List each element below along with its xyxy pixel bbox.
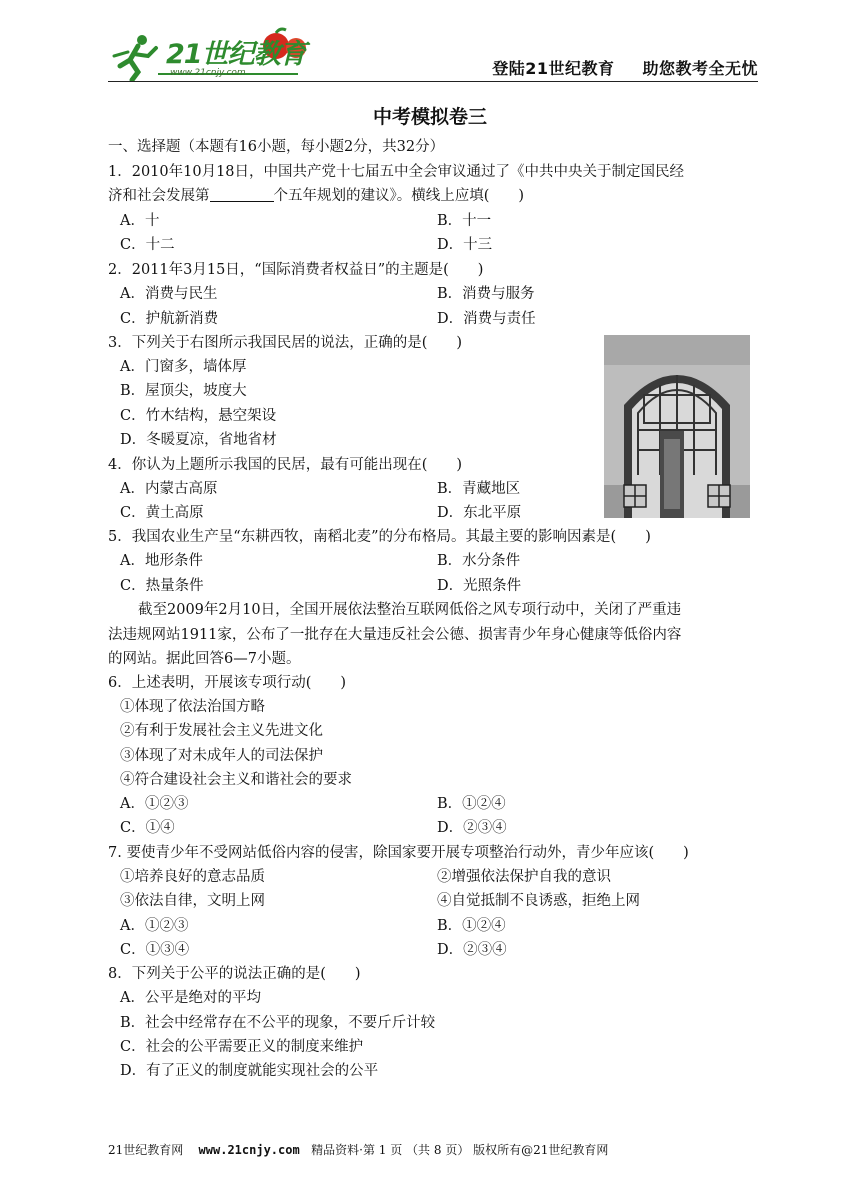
q8-option-d: D．有了正义的制度就能实现社会的公平 — [120, 1063, 379, 1079]
q1-option-d: D．十三 — [437, 237, 493, 253]
q7-option-a: A．①②③ — [120, 918, 189, 934]
q5-option-b: B．水分条件 — [437, 553, 521, 569]
q7-option-b: B．①②④ — [437, 918, 506, 934]
q6-statement-1: ①体现了依法治国方略 — [120, 699, 265, 715]
q8-option-b: B．社会中经常存在不公平的现象，不要斤斤计较 — [120, 1015, 436, 1031]
q1-option-b: B．十一 — [437, 213, 492, 229]
q6-statement-4: ④符合建设社会主义和谐社会的要求 — [120, 772, 352, 788]
q8-stem: 8．下列关于公平的说法正确的是( ) — [108, 966, 361, 982]
q6-statement-2: ②有利于发展社会主义先进文化 — [120, 723, 323, 739]
cave-dwelling-image-icon — [604, 335, 750, 518]
q5-option-a: A．地形条件 — [120, 553, 203, 569]
q7-statement-4: ④自觉抵制不良诱惑，拒绝上网 — [437, 893, 640, 909]
footer-url-link[interactable]: www.21cnjy.com — [198, 1143, 300, 1157]
exam-title: 中考模拟卷三 — [372, 106, 487, 128]
q1-stem-line1: 1．2010年10月18日，中国共产党十七届五中全会审议通过了《中共中央关于制定国民经 — [108, 164, 685, 180]
q7-statement-2: ②增强依法保护自我的意识 — [437, 869, 611, 885]
q6-option-d: D．②③④ — [437, 820, 507, 836]
q5-option-d: D．光照条件 — [437, 578, 522, 594]
q3-option-b: B．屋顶尖，坡度大 — [120, 383, 247, 399]
q2-stem: 2．2011年3月15日，“国际消费者权益日”的主题是( ) — [108, 262, 484, 278]
q1-option-a: A．十 — [120, 213, 160, 229]
footer-site-name: 21世纪教育网 — [108, 1143, 184, 1157]
logo-url: www.21cnjy.com — [170, 68, 246, 78]
q7-statement-1: ①培养良好的意志品质 — [120, 869, 265, 885]
q4-option-a: A．内蒙古高原 — [120, 481, 218, 497]
q1-stem-pre: 济和社会发展第 — [108, 188, 210, 204]
passage-line1: 截至2009年2月10日，全国开展依法整治互联网低俗之风专项行动中，关闭了严重违 — [138, 602, 682, 618]
slogan-left: 登陆21世纪教育 — [492, 59, 615, 78]
page-footer — [108, 1141, 758, 1158]
q3-stem: 3．下列关于右图所示我国民居的说法，正确的是( ) — [108, 335, 463, 351]
q7-option-c: C．①③④ — [120, 942, 190, 958]
q5-option-c: C．热量条件 — [120, 578, 204, 594]
q5-stem: 5．我国农业生产呈“东耕西牧，南稻北麦”的分布格局。其最主要的影响因素是( ) — [108, 529, 651, 545]
q1-stem-post: 个五年规划的建议》。横线上应填( ) — [273, 188, 525, 204]
q8-option-a: A．公平是绝对的平均 — [120, 990, 261, 1006]
q3-option-a: A．门窗多，墙体厚 — [120, 359, 247, 375]
footer-page-info: 精品资料·第 1 页 （共 8 页） 版权所有@21世纪教育网 — [311, 1143, 609, 1157]
q2-option-d: D．消费与责任 — [437, 311, 536, 327]
section-heading: 一、选择题（本题有16小题，每小题2分，共32分） — [108, 139, 445, 155]
header-divider — [108, 81, 758, 82]
q4-option-d: D．东北平原 — [437, 505, 522, 521]
logo-text: 21世纪教育 — [166, 39, 306, 70]
page-header — [108, 26, 758, 82]
q6-option-b: B．①②④ — [437, 796, 506, 812]
q2-option-a: A．消费与民生 — [120, 286, 218, 302]
q6-option-a: A．①②③ — [120, 796, 189, 812]
q1-stem-line2 — [108, 186, 524, 206]
passage-line3: 的网站。据此回答6—7小题。 — [108, 651, 301, 667]
site-logo[interactable] — [108, 26, 308, 82]
q6-option-c: C．①④ — [120, 820, 175, 836]
q2-option-b: B．消费与服务 — [437, 286, 535, 302]
q2-option-c: C．护航新消费 — [120, 311, 219, 327]
q7-option-d: D．②③④ — [437, 942, 507, 958]
cave-dwelling-photo — [604, 335, 750, 518]
q4-option-c: C．黄土高原 — [120, 505, 204, 521]
q7-stem: 7. 要使青少年不受网站低俗内容的侵害，除国家要开展专项整治行动外，青少年应该( ) — [108, 845, 689, 861]
header-slogan — [492, 56, 758, 79]
q8-option-c: C．社会的公平需要正义的制度来维护 — [120, 1039, 364, 1055]
q3-option-d: D．冬暖夏凉，省地省材 — [120, 432, 277, 448]
slogan-right: 助您教考全无忧 — [642, 59, 758, 78]
q1-blank — [210, 187, 274, 202]
q4-option-b: B．青藏地区 — [437, 481, 521, 497]
q3-option-c: C．竹木结构，悬空架设 — [120, 408, 277, 424]
q1-option-c: C．十二 — [120, 237, 175, 253]
q7-statement-3: ③依法自律，文明上网 — [120, 893, 265, 909]
passage-line2: 法违规网站1911家，公布了一批存在大量违反社会公德、损害青少年身心健康等低俗内容 — [108, 627, 682, 643]
q4-stem: 4．你认为上题所示我国的民居，最有可能出现在( ) — [108, 457, 463, 473]
q6-stem: 6．上述表明，开展该专项行动( ) — [108, 675, 347, 691]
q6-statement-3: ③体现了对未成年人的司法保护 — [120, 748, 323, 764]
